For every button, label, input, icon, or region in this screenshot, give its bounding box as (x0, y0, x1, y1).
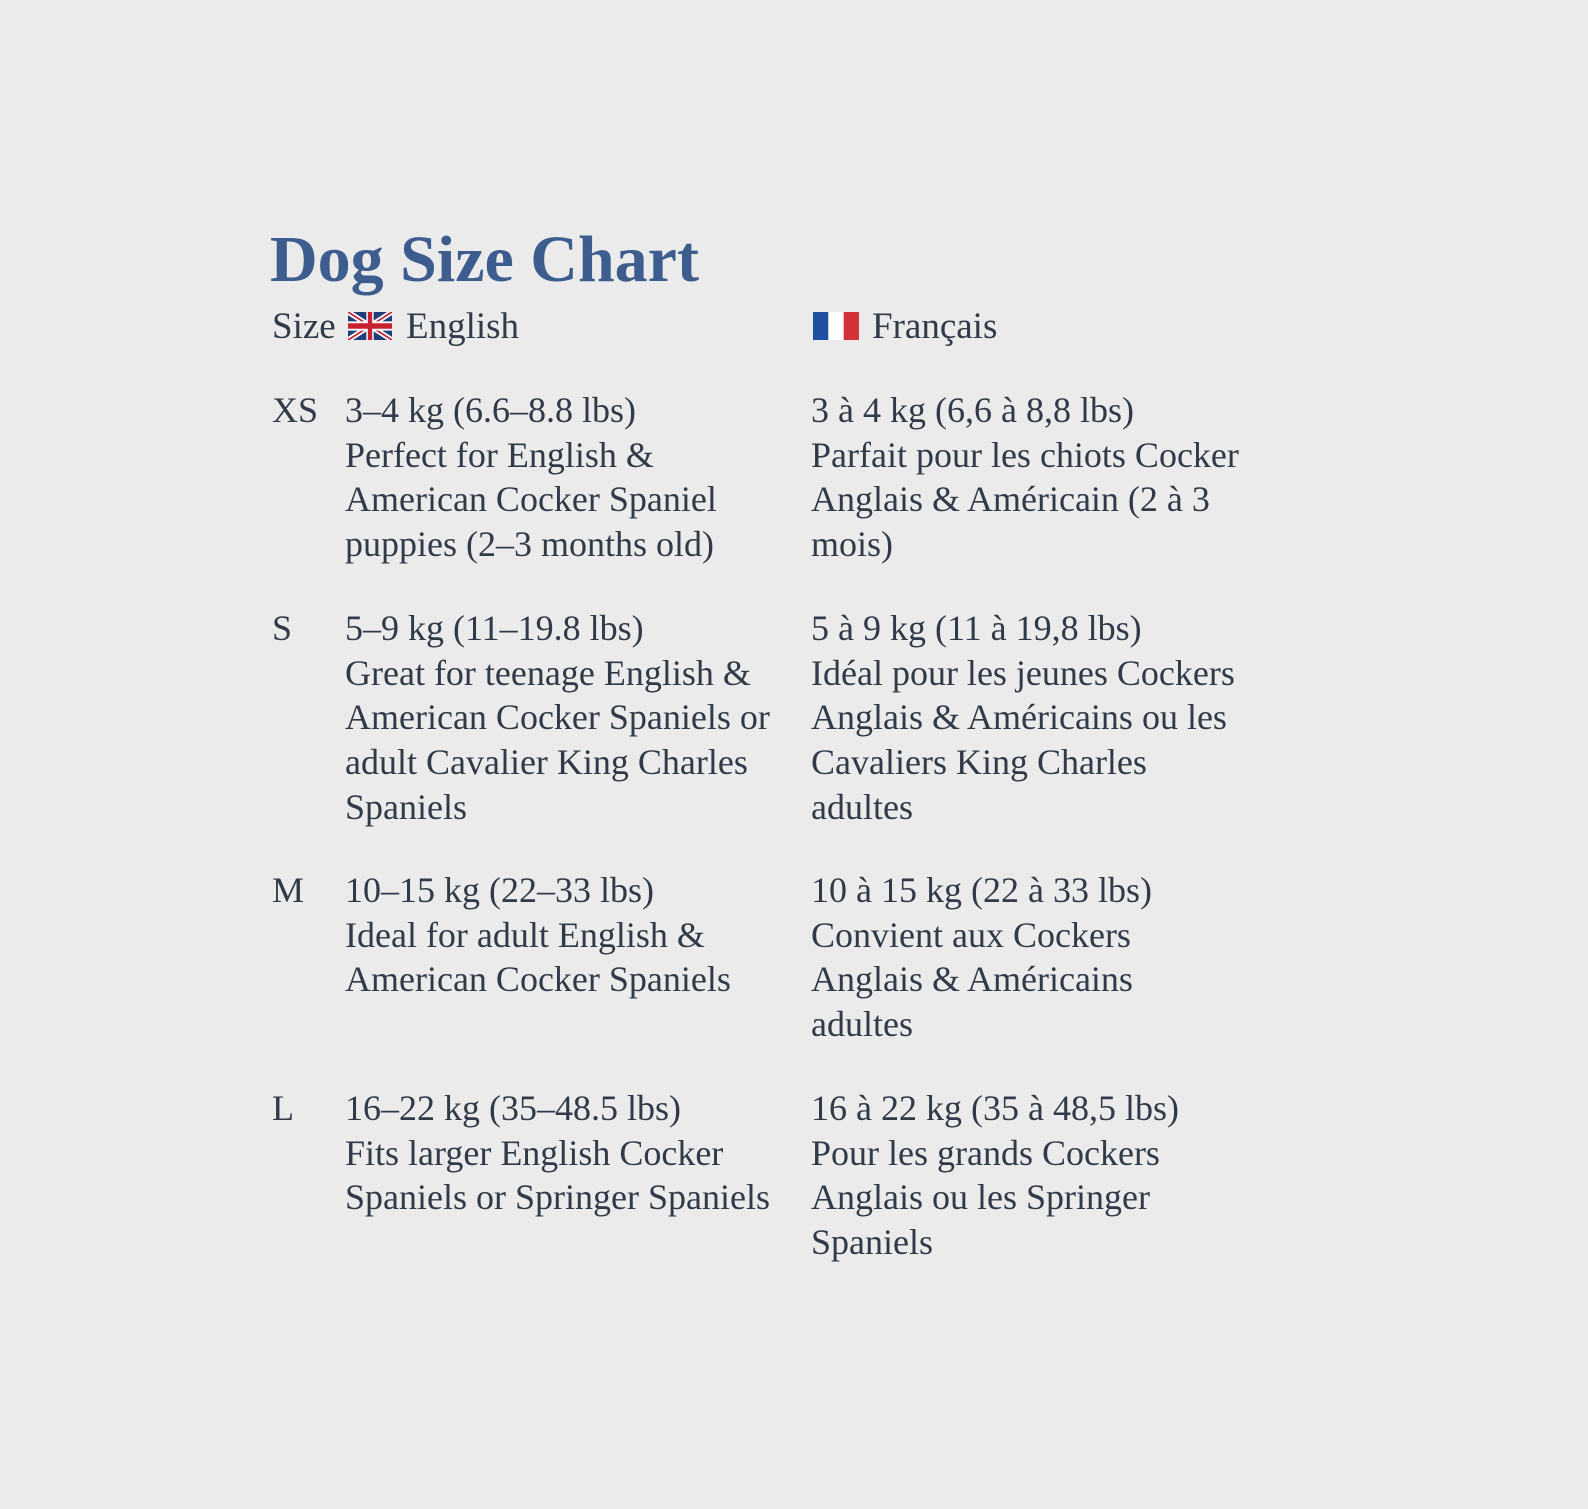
size-code: L (272, 1088, 294, 1128)
french-text-line: Cavaliers King Charles (811, 742, 1147, 783)
french-text-line: Parfait pour les chiots Cocker (811, 434, 1239, 475)
english-weight: 10–15 kg (22–33 lbs) (345, 870, 654, 910)
french-text-line: adultes (811, 786, 913, 827)
english-column-header: English (406, 306, 520, 347)
french-text-line: Anglais & Américains (811, 959, 1133, 1000)
french-text-line: Pour les grands Cockers (811, 1132, 1160, 1173)
french-text-line: Spaniels (811, 1222, 933, 1263)
french-weight: 16 à 22 kg (35 à 48,5 lbs) (811, 1088, 1179, 1128)
french-description (811, 606, 1281, 830)
english-text-line: American Cocker Spaniels or (345, 697, 770, 738)
french-text-line: adultes (811, 1004, 913, 1045)
english-text-line: Perfect for English & (345, 434, 654, 475)
french-text-line: Convient aux Cockers (811, 914, 1131, 955)
uk-flag-icon (348, 312, 392, 340)
english-text-line: Fits larger English Cocker (345, 1132, 724, 1173)
english-text-line: Great for teenage English & (345, 652, 751, 693)
french-text-line: Idéal pour les jeunes Cockers (811, 652, 1235, 693)
english-text-line: adult Cavalier King Charles (345, 742, 748, 783)
french-weight: 10 à 15 kg (22 à 33 lbs) (811, 870, 1152, 910)
page-title: Dog Size Chart (270, 223, 699, 296)
english-text-line: puppies (2–3 months old) (345, 524, 714, 565)
english-text-line: American Cocker Spaniel (345, 479, 717, 520)
french-text-line: Anglais & Américain (2 à 3 (811, 479, 1210, 520)
french-description (811, 868, 1281, 1047)
english-text-line: Spaniels or Springer Spaniels (345, 1177, 770, 1218)
french-text-line: Anglais & Américains ou les (811, 697, 1227, 738)
french-text-line: Anglais ou les Springer (811, 1177, 1150, 1218)
france-flag-icon (813, 312, 859, 340)
english-description (345, 868, 805, 1002)
english-text-line: American Cocker Spaniels (345, 959, 731, 1000)
french-weight: 5 à 9 kg (11 à 19,8 lbs) (811, 608, 1142, 648)
english-text-line: Ideal for adult English & (345, 914, 705, 955)
french-text-line: mois) (811, 524, 894, 565)
english-weight: 16–22 kg (35–48.5 lbs) (345, 1088, 681, 1128)
english-description (345, 388, 805, 567)
size-code: M (272, 870, 305, 910)
size-code: XS (272, 390, 319, 430)
size-column-header: Size (272, 306, 336, 347)
english-description (345, 606, 805, 830)
french-weight: 3 à 4 kg (6,6 à 8,8 lbs) (811, 390, 1134, 430)
english-description (345, 1086, 805, 1220)
english-weight: 3–4 kg (6.6–8.8 lbs) (345, 390, 636, 430)
size-code: S (272, 608, 293, 648)
french-column-header: Français (872, 306, 998, 347)
french-description (811, 388, 1281, 567)
english-text-line: Spaniels (345, 786, 467, 827)
column-header-row (0, 304, 1588, 354)
french-description (811, 1086, 1281, 1265)
english-weight: 5–9 kg (11–19.8 lbs) (345, 608, 644, 648)
